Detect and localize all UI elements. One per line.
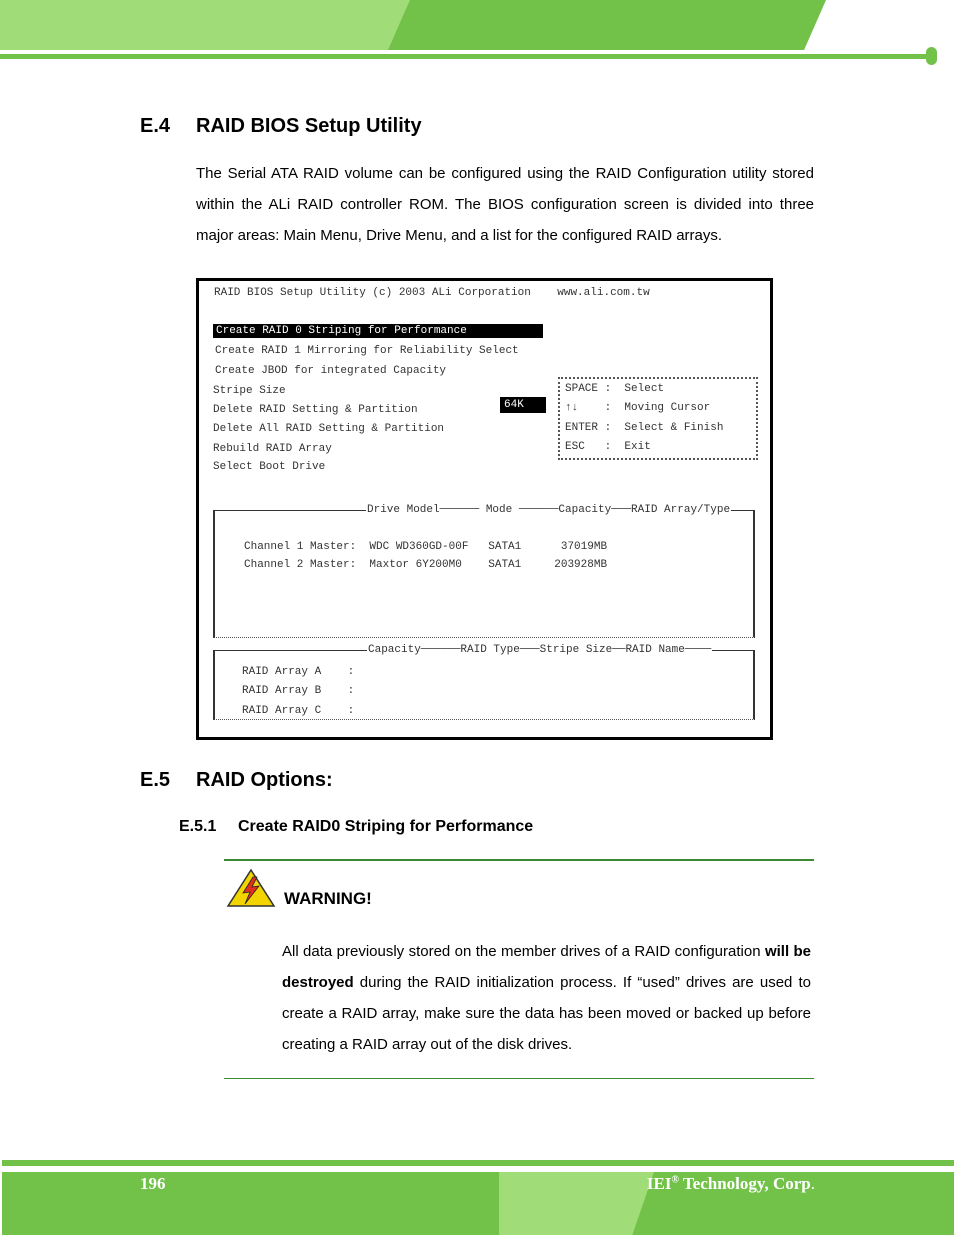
bios-menu-item: Delete RAID Setting & Partition <box>213 404 418 416</box>
warning-bottom-rule <box>224 1078 814 1079</box>
header-banner-light <box>0 0 410 50</box>
raid-array-header: Capacity──────RAID Type───Stripe Size──RAID Name──── <box>368 644 712 656</box>
header-rule-end <box>926 47 937 65</box>
drive-row: Channel 1 Master: WDC WD360GD-00F SATA1 37019MB <box>244 541 608 553</box>
section-title: RAID BIOS Setup Utility <box>196 115 422 137</box>
subsection-number: E.5.1 <box>179 818 217 835</box>
stripe-size-value: 64K <box>500 397 546 413</box>
bios-menu-item: Stripe Size <box>213 385 286 397</box>
key-help-line: ENTER : Select & Finish <box>565 422 724 434</box>
section-title: RAID Options: <box>196 769 333 791</box>
bios-menu-item: Delete All RAID Setting & Partition <box>213 423 445 435</box>
bios-menu-item: Create RAID 1 Mirroring for Reliability Select <box>215 345 519 357</box>
section-number: E.5 <box>140 769 171 791</box>
bios-menu-item: Select Boot Drive <box>213 461 326 473</box>
company-dot: . <box>810 1174 815 1193</box>
subsection-title: Create RAID0 Striping for Performance <box>238 818 534 835</box>
warning-text-part: during the RAID initialization process. If “used” drives are used to create a RAID array, make sure the data has been moved or backed up before creating a RAID array out of the disk drives. <box>282 974 811 1053</box>
subsection-heading-e51 <box>179 818 679 840</box>
warning-text <box>282 936 811 1060</box>
intro-paragraph: The Serial ATA RAID volume can be configured using the RAID Configuration utility stored within the ALi RAID controller ROM. The BIOS configuration screen is divided into three major areas: Main Menu, Drive Menu, and a list for the configured RAID arrays. <box>196 165 814 244</box>
drive-list-box <box>213 510 755 638</box>
page-number: 196 <box>140 1174 166 1193</box>
bios-title-line: RAID BIOS Setup Utility (c) 2003 ALi Corporation www.ali.com.tw <box>214 287 650 299</box>
bios-menu-item-selected: Create RAID 0 Striping for Performance <box>213 324 543 338</box>
company-suffix: Technology, Corp <box>678 1174 811 1193</box>
raid-array-row: RAID Array A : <box>242 666 355 678</box>
header-banner-dark <box>388 0 826 50</box>
bios-menu-item: Create JBOD for integrated Capacity <box>215 365 447 377</box>
bios-menu-item <box>213 324 543 338</box>
key-help-line: SPACE : Select <box>565 383 665 395</box>
key-help-line: ↑↓ : Moving Cursor <box>565 402 711 414</box>
registered-mark: ® <box>671 1174 679 1186</box>
warning-text-emphasis: will be destroyed <box>282 943 812 991</box>
warning-lightning-icon <box>226 868 276 908</box>
raid-array-row: RAID Array C : <box>242 705 355 717</box>
header-rule <box>0 54 932 59</box>
footer-banner-light <box>499 1172 654 1235</box>
key-help-line: ESC : Exit <box>565 441 651 453</box>
key-help-box <box>558 377 758 460</box>
raid-array-row: RAID Array B : <box>242 685 355 697</box>
section-heading-e5 <box>140 769 540 795</box>
footer-rule <box>2 1160 954 1166</box>
raid-bios-screenshot <box>196 278 773 740</box>
drive-list-header: Drive Model────── Mode ──────Capacity───RAID Array/Type <box>367 504 731 516</box>
warning-title: WARNING! <box>284 889 372 908</box>
warning-text-part: All data previously stored on the member drives of a RAID configuration <box>282 943 765 960</box>
drive-row: Channel 2 Master: Maxtor 6Y200M0 SATA1 203928MB <box>244 559 608 571</box>
section-number: E.4 <box>140 115 171 137</box>
footer-company <box>647 1174 815 1194</box>
section-heading-e4 <box>140 115 540 141</box>
warning-top-rule <box>224 859 814 861</box>
company-prefix: IEI <box>646 1174 672 1193</box>
bios-menu-item: Rebuild RAID Array <box>213 443 332 455</box>
